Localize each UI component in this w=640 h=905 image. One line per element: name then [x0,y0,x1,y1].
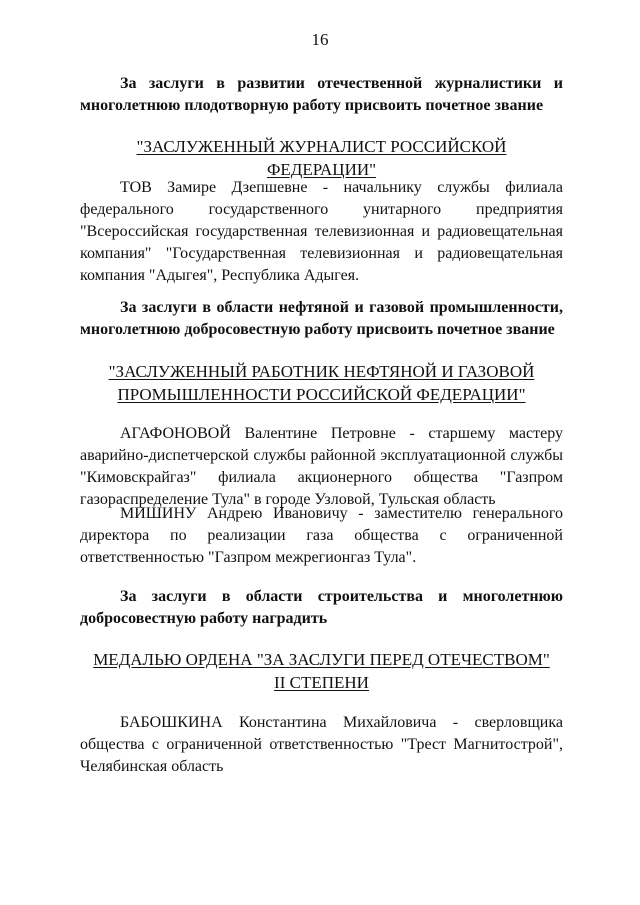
section-intro-oil-gas: За заслуги в области нефтяной и газовой промышленности, многолетнюю добросовестную работу присвоить почетное звание [80,299,563,338]
award-title-oil-gas-line1: "ЗАСЛУЖЕННЫЙ РАБОТНИК НЕФТЯНОЙ И ГАЗОВОЙ [108,362,535,381]
award-title-journalist: "ЗАСЛУЖЕННЫЙ ЖУРНАЛИСТ РОССИЙСКОЙ ФЕДЕРАЦИИ" [136,137,507,179]
section-intro-construction: За заслуги в области строительства и многолетнюю добросовестную работу наградить [80,588,563,627]
award-title-oil-gas-line2: ПРОМЫШЛЕННОСТИ РОССИЙСКОЙ ФЕДЕРАЦИИ" [117,385,526,404]
section-intro-journalism: За заслуги в развитии отечественной журналистики и многолетнюю плодотворную работу присвоить почетное звание [80,75,563,114]
page-number: 16 [311,30,329,49]
award-title-medal-line1: МЕДАЛЬЮ ОРДЕНА "ЗА ЗАСЛУГИ ПЕРЕД ОТЕЧЕСТВОМ" [93,650,550,669]
recipient-paragraph: МИШИНУ Андрею Ивановичу - заместителю генерального директора по реализации газа общества с ограниченной ответственностью "Газпром межрегионгаз Тула". [80,505,563,566]
recipient-paragraph: БАБОШКИНА Константина Михайловича - сверловщика общества с ограниченной ответственностью "Трест Магнитострой", Челябинская область [80,714,563,775]
award-title-medal-line2: II СТЕПЕНИ [274,673,369,692]
recipient-paragraph: АГАФОНОВОЙ Валентине Петровне - старшему мастеру аварийно-диспетчерской службы районной эксплуатационной службы "Кимовскрайгаз" филиала акционерного общества "Газпром газораспределение Тула" в городе Узловой, Тульская область [80,425,563,508]
recipient-paragraph: ТОВ Замире Дзепшевне - начальнику службы филиала федерального государственного унитарного предприятия "Всероссийская государственная телевизионная и радиовещательная компания" "Государственная телевизионная и радиовещательная компания "Адыгея", Республика Адыгея. [80,179,563,284]
